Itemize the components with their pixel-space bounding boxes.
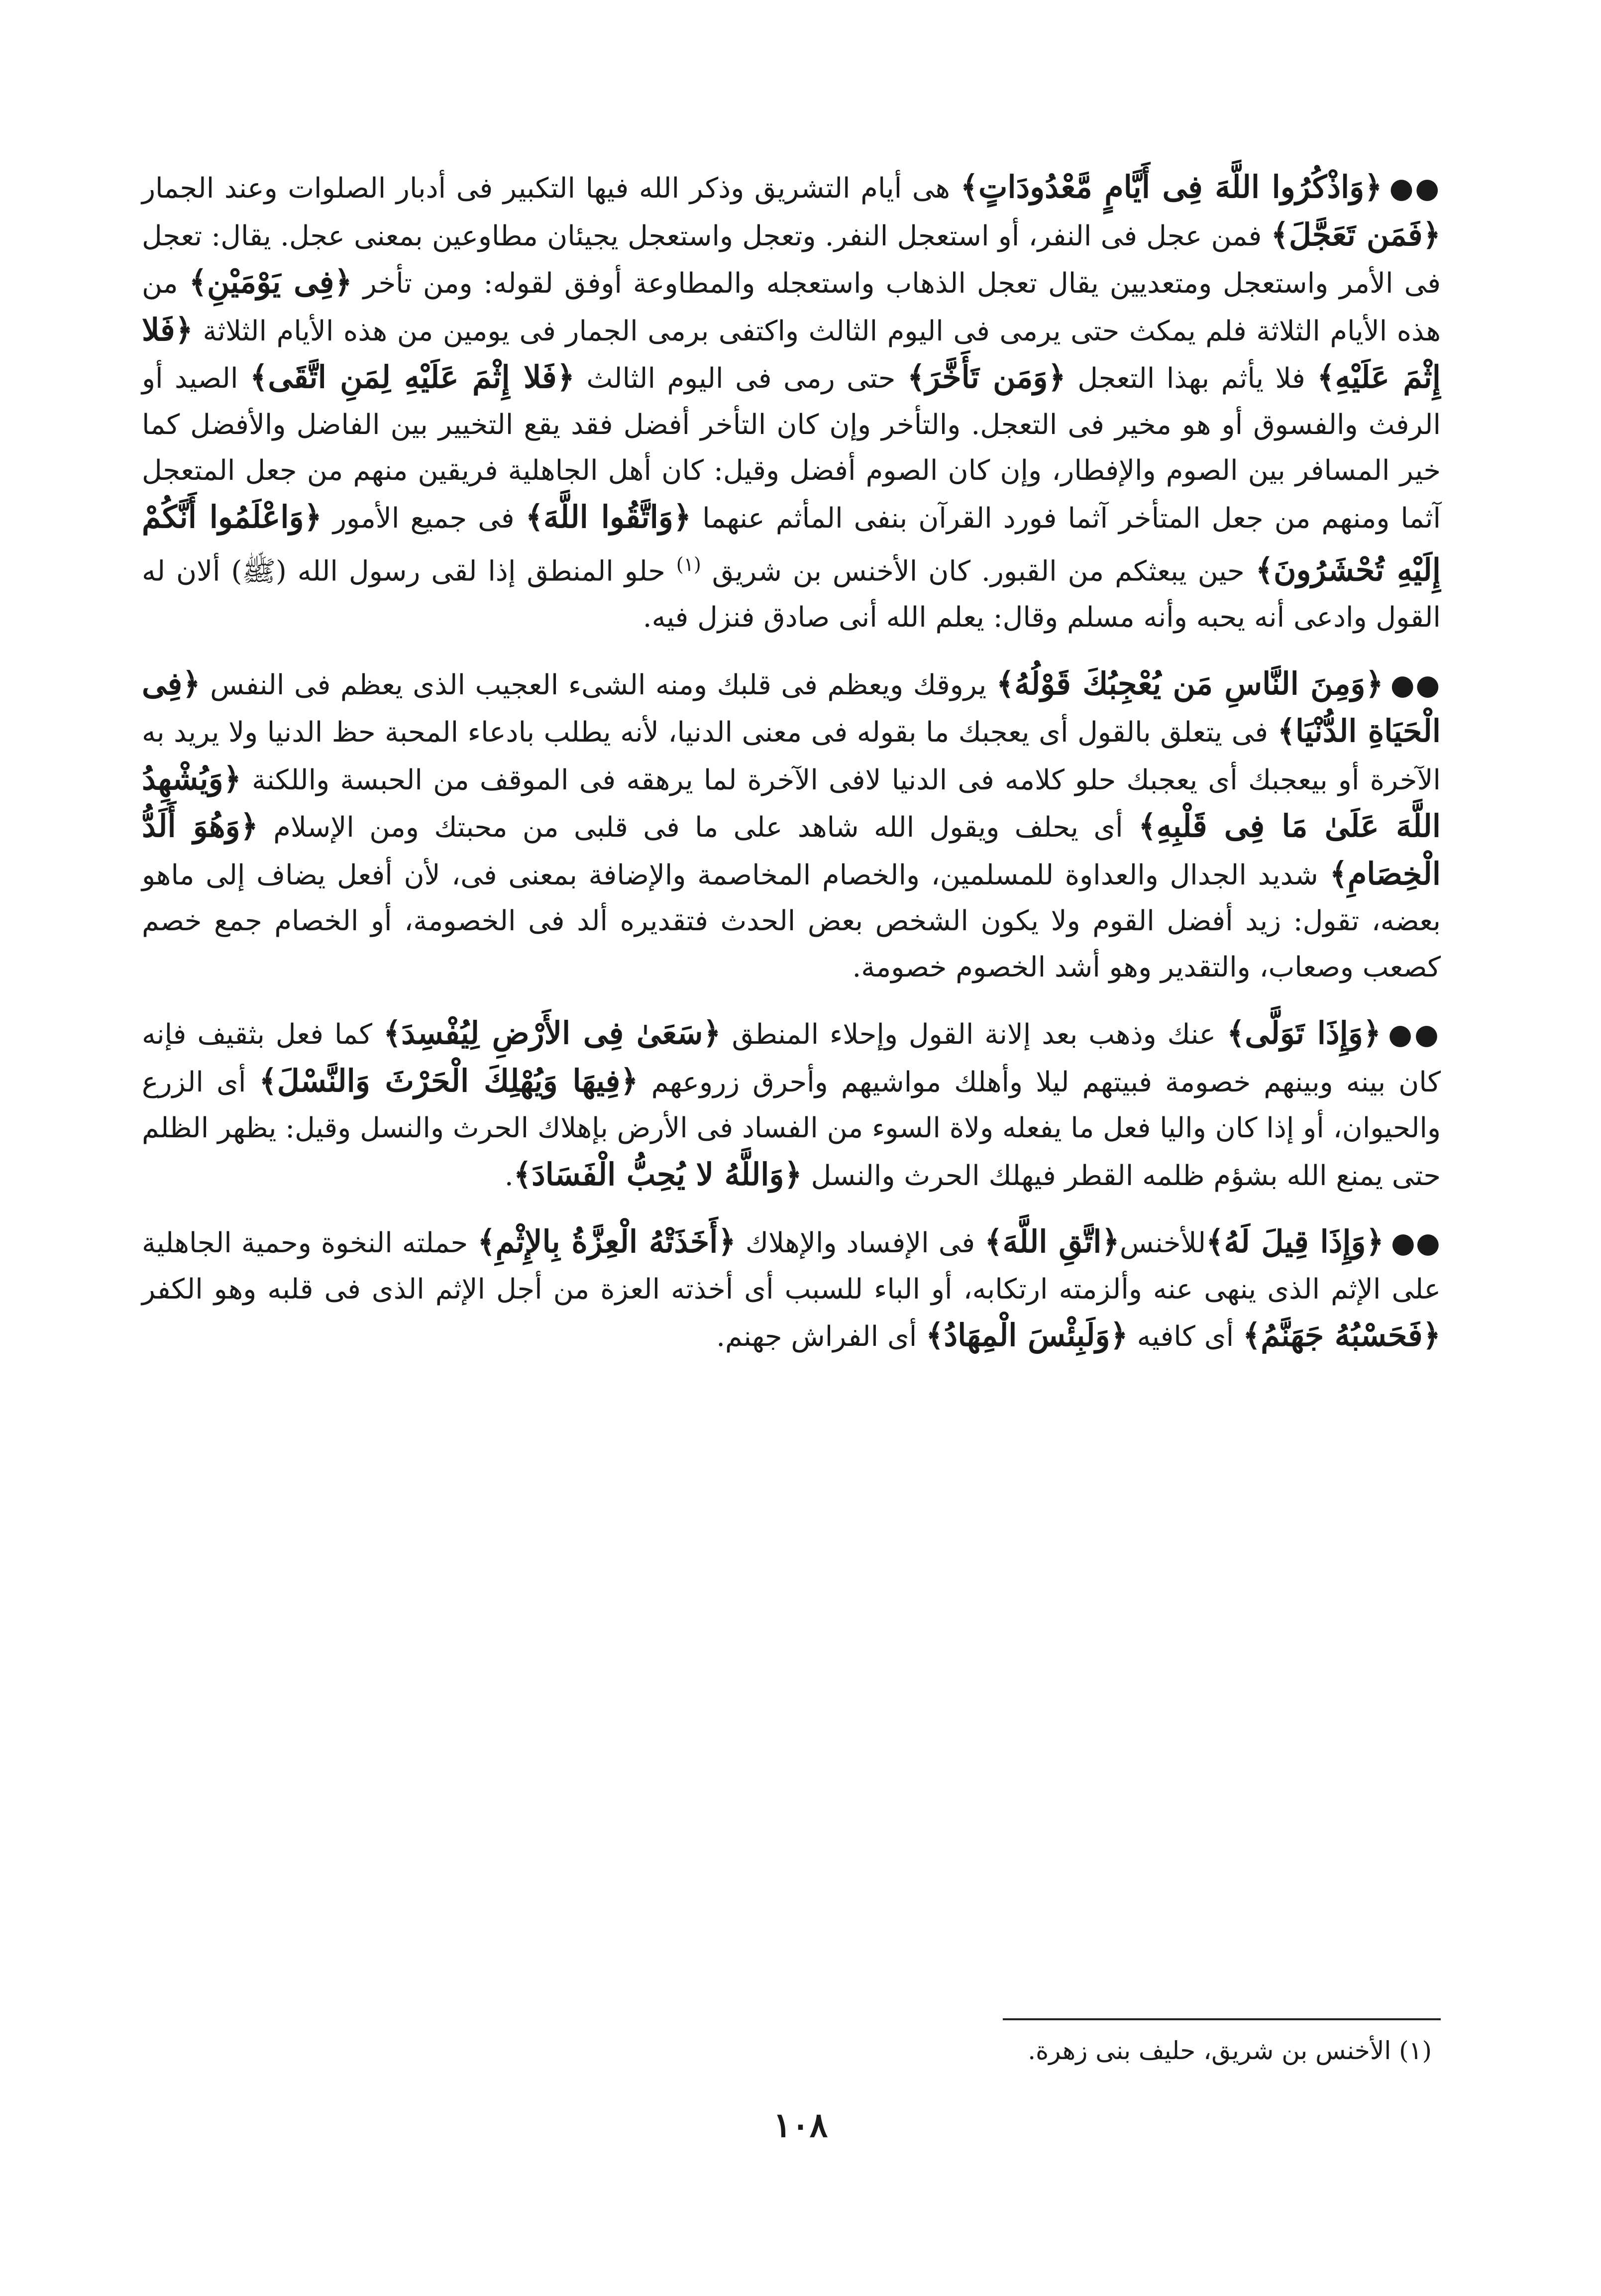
quran-quote: ﴿فِى الْحَيَاةِ الدُّنْيَا﴾ xyxy=(142,665,1441,750)
quran-quote: ﴿اتَّقِ اللَّهَ﴾ xyxy=(984,1223,1120,1260)
quran-quote: ﴿وَمِنَ النَّاسِ مَن يُعْجِبُكَ قَوْلُهُ﴾ xyxy=(996,665,1384,702)
quran-quote: ﴿وَاللَّهُ لا يُحِبُّ الْفَسَادَ﴾ xyxy=(513,1156,802,1193)
footnote: (١) الأخنس بن شريق، حليف بنى زهرة. xyxy=(1028,2036,1432,2065)
text-run: للأخنس xyxy=(1119,1227,1206,1260)
page-number: ١٠٨ xyxy=(773,2105,828,2145)
quran-quote: ﴿فِيهَا وَيُهْلِكَ الْحَرْثَ وَالنَّسْلَ﴾ xyxy=(259,1062,639,1099)
paragraph-bullet: ●● xyxy=(1390,668,1441,701)
text-run: فى جميع الأمور xyxy=(321,502,526,535)
quran-quote: ﴿وَإِذَا تَوَلَّى﴾ xyxy=(1226,1015,1382,1052)
text-run: كما فعل بثقيف فإنه كان بينه وبينهم خصومة فبيتهم ليلا وأهلك مواشيهم وأحرق زروعهم xyxy=(142,1018,1441,1098)
paragraph-2 xyxy=(142,661,1441,991)
text-run: فمن عجل فى النفر، أو استعجل النفر. وتعجل واستعجل يجيئان مطاوعين بمعنى عجل. يقال: تعجل فى الأمر واستعجل ومتعديين يقال تعجل الذهاب واستعجله والمطاوعة أوفق لقوله: ومن تأخر xyxy=(142,219,1441,300)
quran-quote: ﴿فَمَن تَعَجَّلَ﴾ xyxy=(1271,216,1441,253)
paragraph-bullet: ●● xyxy=(1389,172,1441,205)
text-run: أى الزرع والحيوان، أو إذا كان واليا فعل ما يفعله ولاة السوء من الفساد فى الأرض بإهلاك الحرث والنسل وقيل: يظهر الظلم حتى يمنع الله بشؤم ظلمه القطر فيهلك الحرث والنسل xyxy=(142,1066,1441,1192)
footnote-divider xyxy=(1003,2018,1441,2020)
quran-quote: ﴿وَيُشْهِدُ اللَّهَ عَلَىٰ مَا فِى قَلْبِهِ﴾ xyxy=(142,760,1441,845)
text-run: أى الفراش جهنم. xyxy=(716,1320,926,1353)
quran-quote: ﴿وَاتَّقُوا اللَّهَ﴾ xyxy=(525,498,692,535)
text-run: هى أيام التشريق وذكر الله فيها التكبير فى أدبار الصلوات وعند الجمار xyxy=(142,172,961,205)
text-run: حتى رمى فى اليوم الثالث xyxy=(574,362,907,395)
quran-quote: ﴿وَاعْلَمُوا أَنَّكُمْ إِلَيْهِ تُحْشَرُونَ﴾ xyxy=(142,498,1441,588)
quran-quote: ﴿فَلا إِثْمَ عَلَيْهِ لِمَنِ اتَّقَى﴾ xyxy=(250,359,575,395)
quran-quote: ﴿وَمَن تَأَخَّرَ﴾ xyxy=(907,359,1066,395)
text-run: من هذه الأيام الثلاثة فلم يمكث حتى يرمى فى اليوم الثالث واكتفى برمى الجمار فى يومين من هذه الأيام الثلاثة xyxy=(142,267,1441,347)
text-run: . xyxy=(504,1159,514,1192)
text-run: حملته النخوة وحمية الجاهلية على الإثم الذى ينهى عنه وألزمته ارتكابه، أو الباء للسبب أى أخذته العزة من أجل الإثم الذى فى قلبه وهو الكفر xyxy=(142,1227,1441,1306)
paragraph-bullet: ●● xyxy=(1390,1226,1441,1260)
quran-quote: ﴿فَحَسْبُهُ جَهَنَّمُ﴾ xyxy=(1242,1317,1441,1354)
text-run: فلا يأثم بهذا التعجل xyxy=(1066,362,1317,395)
paragraph-bullet: ●● xyxy=(1388,1018,1441,1051)
quran-quote: ﴿فَلا إِثْمَ عَلَيْهِ﴾ xyxy=(142,311,1441,395)
text-run: شديد الجدال والعداوة للمسلمين، والخصام المخاصمة والإضافة بمعنى فى، لأن أفعل يضاف إلى ماهو بعضه، تقول: زيد أفضل القوم ولا يكون الشخص بعض الحدث فتقديره ألد فى الخصومة، أو الخصام جمع خصم كصعب وصعاب، والتقدير وهو أشد الخصوم خصومة. xyxy=(142,859,1441,984)
quran-quote: ﴿أَخَذَتْهُ الْعِزَّةُ بِالإِثْمِ﴾ xyxy=(477,1223,736,1260)
footnote-reference: (١) xyxy=(676,553,701,575)
quran-quote: ﴿وَهُوَ أَلَدُّ الْخِصَامِ﴾ xyxy=(142,808,1441,892)
quran-quote: ﴿فِى يَوْمَيْنِ﴾ xyxy=(189,264,352,300)
quran-quote: ﴿سَعَىٰ فِى الأَرْضِ لِيُفْسِدَ﴾ xyxy=(383,1015,721,1052)
text-run: فى الإفساد والإهلاك xyxy=(736,1227,985,1260)
text-run: أى كافيه xyxy=(1128,1320,1243,1353)
paragraph-3 xyxy=(142,1010,1441,1199)
text-run: يروقك ويعظم فى قلبك ومنه الشىء العجيب الذى يعظم فى النفس xyxy=(200,668,996,701)
text-run: حين يبعثكم من القبور. كان الأخنس بن شريق xyxy=(701,555,1256,588)
quran-quote: ﴿وَاذْكُرُوا اللَّهَ فِى أَيَّامٍ مَّعْدُودَاتٍ﴾ xyxy=(960,169,1383,205)
paragraph-4 xyxy=(142,1219,1441,1360)
page-body xyxy=(142,164,1441,1360)
text-run: الصيد أو الرفث والفسوق أو هو مخير فى التعجل. والتأخر وإن كان التأخر أفضل فقد يقع التخيير بين الفاضل والأفضل كما خير المسافر بين الصوم والإفطار، وإن كان الصوم أفضل وقيل: كان أهل الجاهلية فريقين منهم من جعل المتعجل آثما ومنهم من جعل المتأخر آثما فورد القرآن بنفى المأثم عنهما xyxy=(142,362,1441,535)
text-run: أى يحلف ويقول الله شاهد على ما فى قلبى من محبتك ومن الإسلام xyxy=(258,811,1139,844)
text-run: حلو المنطق إذا لقى رسول الله (ﷺ) ألان له القول وادعى أنه يحبه وأنه مسلم وقال: يعلم الله أنى صادق فنزل فيه. xyxy=(142,555,1441,634)
quran-quote: ﴿وَلَبِئْسَ الْمِهَادُ﴾ xyxy=(926,1317,1128,1354)
quran-quote: ﴿وَإِذَا قِيلَ لَهُ﴾ xyxy=(1206,1223,1384,1260)
text-run: فى يتعلق بالقول أى يعجبك ما بقوله فى معنى الدنيا، لأنه يطلب بادعاء المحبة حظ الدنيا ولا يريد به الآخرة أو بيعجبك أى يعجبك حلو كلامه فى الدنيا لافى الآخرة لما يرهقه فى الموقف من الحبسة واللكنة xyxy=(142,716,1441,796)
text-run: عنك وذهب بعد إلانة القول وإحلاء المنطق xyxy=(721,1018,1227,1051)
paragraph-1 xyxy=(142,164,1441,641)
